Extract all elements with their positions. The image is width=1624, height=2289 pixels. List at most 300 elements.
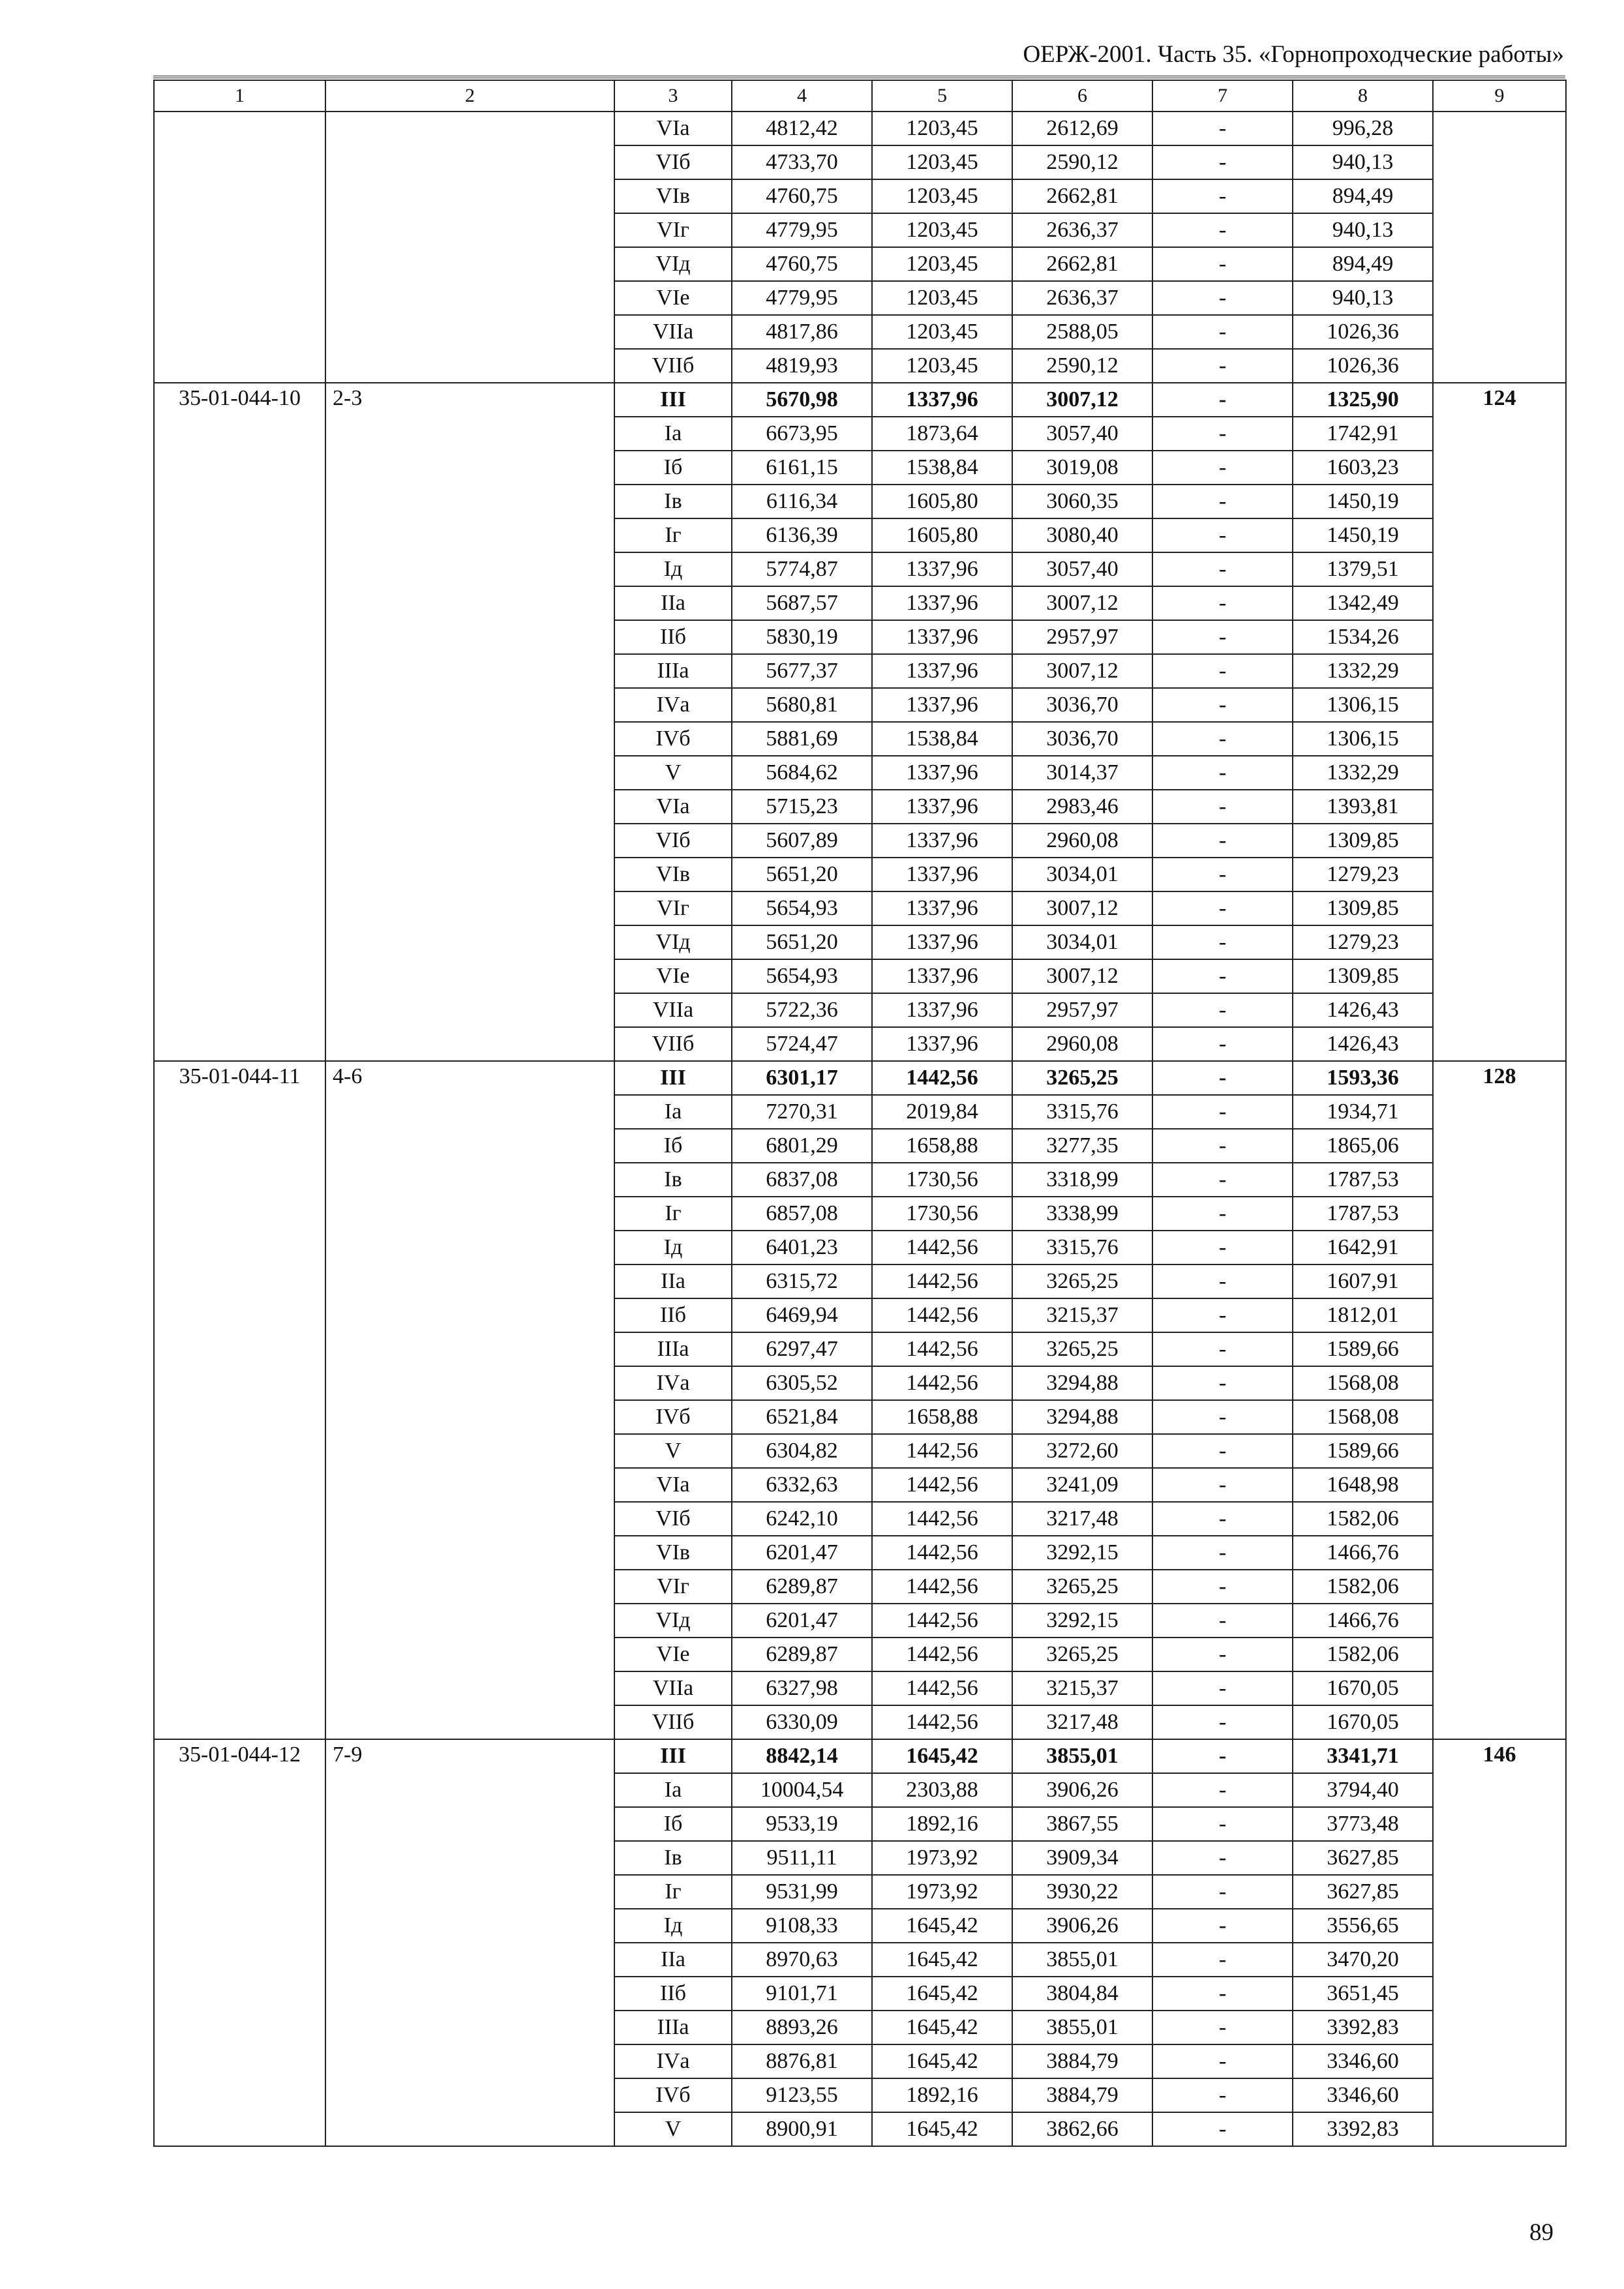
total-cost-cell: 6201,47: [732, 1604, 872, 1638]
materials-cell: 940,13: [1293, 281, 1433, 315]
total-cost-cell: 6242,10: [732, 1502, 872, 1536]
machine-cost-cell: 2590,12: [1012, 145, 1152, 179]
materials-cell: 3627,85: [1293, 1841, 1433, 1875]
materials-cell: 996,28: [1293, 112, 1433, 145]
total-cost-cell: 5881,69: [732, 722, 872, 756]
machine-cost-cell: 3057,40: [1012, 552, 1152, 586]
category-cell: Iб: [614, 1807, 732, 1841]
materials-cell: 3556,65: [1293, 1909, 1433, 1943]
total-cost-cell: 6301,17: [732, 1061, 872, 1095]
column-number-cell: 1: [154, 80, 325, 112]
machine-cost-cell: 3217,48: [1012, 1705, 1152, 1739]
machine-cost-cell: 3884,79: [1012, 2078, 1152, 2112]
wages-cell: 1337,96: [872, 654, 1012, 688]
price-table: [153, 80, 1567, 2147]
total-cost-cell: 6289,87: [732, 1638, 872, 1671]
category-cell: V: [614, 756, 732, 790]
driver-wages-cell: -: [1152, 213, 1293, 247]
driver-wages-cell: -: [1152, 959, 1293, 993]
category-cell: Iд: [614, 552, 732, 586]
wages-cell: 1337,96: [872, 756, 1012, 790]
category-cell: Iа: [614, 1773, 732, 1807]
category-cell: VIIб: [614, 349, 732, 383]
wages-cell: 1203,45: [872, 213, 1012, 247]
wages-cell: 1203,45: [872, 281, 1012, 315]
driver-wages-cell: -: [1152, 2078, 1293, 2112]
machine-cost-cell: 2612,69: [1012, 112, 1152, 145]
wages-cell: 1973,92: [872, 1841, 1012, 1875]
total-cost-cell: 5774,87: [732, 552, 872, 586]
materials-cell: 1865,06: [1293, 1129, 1433, 1163]
wages-cell: 1645,42: [872, 1943, 1012, 1977]
wages-cell: 1337,96: [872, 959, 1012, 993]
total-cost-cell: 8876,81: [732, 2044, 872, 2078]
total-cost-cell: 6401,23: [732, 1231, 872, 1264]
labor-cost-cell: 146: [1433, 1739, 1566, 2146]
wages-cell: 1892,16: [872, 1807, 1012, 1841]
materials-cell: 1934,71: [1293, 1095, 1433, 1129]
category-cell: VIIб: [614, 1705, 732, 1739]
driver-wages-cell: -: [1152, 1705, 1293, 1739]
materials-cell: 1332,29: [1293, 654, 1433, 688]
category-cell: Iа: [614, 1095, 732, 1129]
machine-cost-cell: 3019,08: [1012, 451, 1152, 485]
wages-cell: 1730,56: [872, 1197, 1012, 1231]
materials-cell: 1309,85: [1293, 959, 1433, 993]
category-cell: VIе: [614, 281, 732, 315]
labor-cost-cell: 128: [1433, 1061, 1566, 1739]
category-cell: VIе: [614, 959, 732, 993]
table-row: [154, 383, 1566, 417]
wages-cell: 1203,45: [872, 247, 1012, 281]
total-cost-cell: 6201,47: [732, 1536, 872, 1570]
driver-wages-cell: -: [1152, 1638, 1293, 1671]
category-cell: III: [614, 383, 732, 417]
materials-cell: 1309,85: [1293, 824, 1433, 858]
materials-cell: 1279,23: [1293, 858, 1433, 891]
category-cell: Iб: [614, 451, 732, 485]
driver-wages-cell: -: [1152, 1400, 1293, 1434]
driver-wages-cell: -: [1152, 417, 1293, 451]
driver-wages-cell: -: [1152, 1502, 1293, 1536]
category-cell: IVа: [614, 2044, 732, 2078]
wages-cell: 1645,42: [872, 1977, 1012, 2011]
machine-cost-cell: 3804,84: [1012, 1977, 1152, 2011]
category-cell: Iв: [614, 1841, 732, 1875]
wages-cell: 1442,56: [872, 1061, 1012, 1095]
wages-cell: 1337,96: [872, 552, 1012, 586]
total-cost-cell: 8842,14: [732, 1739, 872, 1773]
driver-wages-cell: -: [1152, 891, 1293, 925]
machine-cost-cell: 3884,79: [1012, 2044, 1152, 2078]
driver-wages-cell: -: [1152, 1807, 1293, 1841]
materials-cell: 1787,53: [1293, 1163, 1433, 1197]
wages-cell: 1658,88: [872, 1400, 1012, 1434]
total-cost-cell: 8900,91: [732, 2112, 872, 2146]
total-cost-cell: 6330,09: [732, 1705, 872, 1739]
labor-cost-cell: 124: [1433, 383, 1566, 1061]
materials-cell: 940,13: [1293, 213, 1433, 247]
wages-cell: 1442,56: [872, 1502, 1012, 1536]
machine-cost-cell: 3294,88: [1012, 1400, 1152, 1434]
machine-cost-cell: 3855,01: [1012, 1739, 1152, 1773]
machine-cost-cell: 3215,37: [1012, 1671, 1152, 1705]
category-cell: V: [614, 1434, 732, 1468]
machine-cost-cell: 3265,25: [1012, 1570, 1152, 1604]
category-cell: IIIа: [614, 2011, 732, 2044]
total-cost-cell: 4817,86: [732, 315, 872, 349]
machine-cost-cell: 3034,01: [1012, 925, 1152, 959]
driver-wages-cell: -: [1152, 1536, 1293, 1570]
materials-cell: 3346,60: [1293, 2044, 1433, 2078]
machine-cost-cell: 3930,22: [1012, 1875, 1152, 1909]
category-cell: VIв: [614, 858, 732, 891]
driver-wages-cell: -: [1152, 1298, 1293, 1332]
materials-cell: 1306,15: [1293, 722, 1433, 756]
total-cost-cell: 4812,42: [732, 112, 872, 145]
driver-wages-cell: -: [1152, 383, 1293, 417]
category-cell: III: [614, 1739, 732, 1773]
category-cell: IIб: [614, 1977, 732, 2011]
wages-cell: 1337,96: [872, 383, 1012, 417]
wages-cell: 1337,96: [872, 620, 1012, 654]
category-cell: VIд: [614, 925, 732, 959]
total-cost-cell: 5722,36: [732, 993, 872, 1027]
category-cell: IVа: [614, 1366, 732, 1400]
wages-cell: 1442,56: [872, 1570, 1012, 1604]
materials-cell: 1466,76: [1293, 1604, 1433, 1638]
driver-wages-cell: -: [1152, 1671, 1293, 1705]
materials-cell: 1342,49: [1293, 586, 1433, 620]
total-cost-cell: 5680,81: [732, 688, 872, 722]
materials-cell: 3470,20: [1293, 1943, 1433, 1977]
driver-wages-cell: -: [1152, 620, 1293, 654]
total-cost-cell: 4819,93: [732, 349, 872, 383]
machine-cost-cell: 3060,35: [1012, 485, 1152, 518]
driver-wages-cell: -: [1152, 1366, 1293, 1400]
driver-wages-cell: -: [1152, 1434, 1293, 1468]
driver-wages-cell: -: [1152, 1163, 1293, 1197]
category-cell: VIв: [614, 1536, 732, 1570]
driver-wages-cell: -: [1152, 858, 1293, 891]
driver-wages-cell: -: [1152, 1027, 1293, 1061]
category-cell: Iд: [614, 1909, 732, 1943]
materials-cell: 1379,51: [1293, 552, 1433, 586]
machine-cost-cell: 3906,26: [1012, 1773, 1152, 1807]
column-number-cell: 9: [1433, 80, 1566, 112]
machine-cost-cell: 2636,37: [1012, 281, 1152, 315]
labor-cost-cell: [1433, 112, 1566, 383]
wages-cell: 1203,45: [872, 179, 1012, 213]
category-cell: IIб: [614, 620, 732, 654]
wages-cell: 1605,80: [872, 518, 1012, 552]
machine-cost-cell: 3215,37: [1012, 1298, 1152, 1332]
machine-cost-cell: 3292,15: [1012, 1536, 1152, 1570]
machine-cost-cell: 2590,12: [1012, 349, 1152, 383]
driver-wages-cell: -: [1152, 824, 1293, 858]
total-cost-cell: 9101,71: [732, 1977, 872, 2011]
materials-cell: 3346,60: [1293, 2078, 1433, 2112]
wages-cell: 1442,56: [872, 1366, 1012, 1400]
materials-cell: 1568,08: [1293, 1400, 1433, 1434]
driver-wages-cell: -: [1152, 2011, 1293, 2044]
materials-cell: 1742,91: [1293, 417, 1433, 451]
category-cell: VIIа: [614, 315, 732, 349]
category-cell: Iд: [614, 1231, 732, 1264]
materials-cell: 1306,15: [1293, 688, 1433, 722]
wages-cell: 1442,56: [872, 1671, 1012, 1705]
materials-cell: 1325,90: [1293, 383, 1433, 417]
machine-cost-cell: 2957,97: [1012, 993, 1152, 1027]
machine-cost-cell: 3862,66: [1012, 2112, 1152, 2146]
wages-cell: 1203,45: [872, 145, 1012, 179]
rate-range-cell: 7-9: [325, 1739, 614, 2146]
category-cell: IIа: [614, 1943, 732, 1977]
rate-code-cell: 35-01-044-11: [154, 1061, 325, 1739]
driver-wages-cell: -: [1152, 2112, 1293, 2146]
machine-cost-cell: 3265,25: [1012, 1264, 1152, 1298]
materials-cell: 1589,66: [1293, 1332, 1433, 1366]
machine-cost-cell: 2636,37: [1012, 213, 1152, 247]
total-cost-cell: 5654,93: [732, 891, 872, 925]
driver-wages-cell: -: [1152, 2044, 1293, 2078]
machine-cost-cell: 3014,37: [1012, 756, 1152, 790]
wages-cell: 1337,96: [872, 858, 1012, 891]
materials-cell: 1026,36: [1293, 315, 1433, 349]
wages-cell: 1337,96: [872, 586, 1012, 620]
materials-cell: 1589,66: [1293, 1434, 1433, 1468]
machine-cost-cell: 2983,46: [1012, 790, 1152, 824]
page-number: 89: [1529, 2219, 1554, 2246]
materials-cell: 3773,48: [1293, 1807, 1433, 1841]
materials-cell: 1670,05: [1293, 1671, 1433, 1705]
driver-wages-cell: -: [1152, 1264, 1293, 1298]
total-cost-cell: 6332,63: [732, 1468, 872, 1502]
category-cell: VIб: [614, 1502, 732, 1536]
driver-wages-cell: -: [1152, 586, 1293, 620]
machine-cost-cell: 3315,76: [1012, 1231, 1152, 1264]
driver-wages-cell: -: [1152, 1095, 1293, 1129]
column-number-cell: 4: [732, 80, 872, 112]
total-cost-cell: 6289,87: [732, 1570, 872, 1604]
total-cost-cell: 6521,84: [732, 1400, 872, 1434]
driver-wages-cell: -: [1152, 552, 1293, 586]
wages-cell: 1337,96: [872, 790, 1012, 824]
document-title: ОЕРЖ-2001. Часть 35. «Горнопроходческие работы»: [1023, 41, 1564, 68]
driver-wages-cell: -: [1152, 1943, 1293, 1977]
driver-wages-cell: -: [1152, 349, 1293, 383]
category-cell: VIг: [614, 891, 732, 925]
total-cost-cell: 6327,98: [732, 1671, 872, 1705]
category-cell: VIб: [614, 145, 732, 179]
driver-wages-cell: -: [1152, 1909, 1293, 1943]
machine-cost-cell: 3292,15: [1012, 1604, 1152, 1638]
total-cost-cell: 5651,20: [732, 925, 872, 959]
total-cost-cell: 6305,52: [732, 1366, 872, 1400]
category-cell: VIIб: [614, 1027, 732, 1061]
driver-wages-cell: -: [1152, 281, 1293, 315]
wages-cell: 1337,96: [872, 925, 1012, 959]
category-cell: Iг: [614, 518, 732, 552]
category-cell: VIIа: [614, 1671, 732, 1705]
wages-cell: 1337,96: [872, 824, 1012, 858]
materials-cell: 1534,26: [1293, 620, 1433, 654]
machine-cost-cell: 3855,01: [1012, 2011, 1152, 2044]
total-cost-cell: 6801,29: [732, 1129, 872, 1163]
total-cost-cell: 6673,95: [732, 417, 872, 451]
wages-cell: 1442,56: [872, 1536, 1012, 1570]
driver-wages-cell: -: [1152, 1332, 1293, 1366]
materials-cell: 1787,53: [1293, 1197, 1433, 1231]
wages-cell: 1337,96: [872, 993, 1012, 1027]
total-cost-cell: 10004,54: [732, 1773, 872, 1807]
total-cost-cell: 4779,95: [732, 213, 872, 247]
total-cost-cell: 9531,99: [732, 1875, 872, 1909]
driver-wages-cell: -: [1152, 145, 1293, 179]
category-cell: VIе: [614, 1638, 732, 1671]
wages-cell: 1645,42: [872, 1909, 1012, 1943]
total-cost-cell: 9533,19: [732, 1807, 872, 1841]
machine-cost-cell: 3909,34: [1012, 1841, 1152, 1875]
driver-wages-cell: -: [1152, 1875, 1293, 1909]
machine-cost-cell: 3007,12: [1012, 891, 1152, 925]
materials-cell: 1593,36: [1293, 1061, 1433, 1095]
machine-cost-cell: 3855,01: [1012, 1943, 1152, 1977]
driver-wages-cell: -: [1152, 1977, 1293, 2011]
materials-cell: 1582,06: [1293, 1570, 1433, 1604]
machine-cost-cell: 3265,25: [1012, 1638, 1152, 1671]
materials-cell: 1607,91: [1293, 1264, 1433, 1298]
wages-cell: 1337,96: [872, 1027, 1012, 1061]
machine-cost-cell: 3007,12: [1012, 654, 1152, 688]
table-row: [154, 1061, 1566, 1095]
materials-cell: 1450,19: [1293, 518, 1433, 552]
category-cell: Iг: [614, 1875, 732, 1909]
driver-wages-cell: -: [1152, 1129, 1293, 1163]
wages-cell: 1203,45: [872, 315, 1012, 349]
machine-cost-cell: 3294,88: [1012, 1366, 1152, 1400]
category-cell: Iб: [614, 1129, 732, 1163]
machine-cost-cell: 3007,12: [1012, 383, 1152, 417]
driver-wages-cell: -: [1152, 485, 1293, 518]
total-cost-cell: 6469,94: [732, 1298, 872, 1332]
category-cell: Iг: [614, 1197, 732, 1231]
wages-cell: 1203,45: [872, 112, 1012, 145]
category-cell: IIа: [614, 1264, 732, 1298]
wages-cell: 1645,42: [872, 2011, 1012, 2044]
machine-cost-cell: 3867,55: [1012, 1807, 1152, 1841]
wages-cell: 1873,64: [872, 417, 1012, 451]
category-cell: IVа: [614, 688, 732, 722]
table-row: [154, 112, 1566, 145]
total-cost-cell: 9108,33: [732, 1909, 872, 1943]
rate-code-cell: 35-01-044-12: [154, 1739, 325, 2146]
machine-cost-cell: 2662,81: [1012, 179, 1152, 213]
total-cost-cell: 7270,31: [732, 1095, 872, 1129]
total-cost-cell: 5684,62: [732, 756, 872, 790]
wages-cell: 1645,42: [872, 1739, 1012, 1773]
total-cost-cell: 9123,55: [732, 2078, 872, 2112]
category-cell: VIа: [614, 790, 732, 824]
driver-wages-cell: -: [1152, 179, 1293, 213]
wages-cell: 1442,56: [872, 1604, 1012, 1638]
driver-wages-cell: -: [1152, 1604, 1293, 1638]
column-number-cell: 7: [1152, 80, 1293, 112]
materials-cell: 3627,85: [1293, 1875, 1433, 1909]
driver-wages-cell: -: [1152, 1570, 1293, 1604]
materials-cell: 1568,08: [1293, 1366, 1433, 1400]
wages-cell: 1442,56: [872, 1705, 1012, 1739]
machine-cost-cell: 2960,08: [1012, 1027, 1152, 1061]
materials-cell: 1426,43: [1293, 1027, 1433, 1061]
driver-wages-cell: -: [1152, 315, 1293, 349]
machine-cost-cell: 3007,12: [1012, 586, 1152, 620]
wages-cell: 1605,80: [872, 485, 1012, 518]
category-cell: Iв: [614, 485, 732, 518]
materials-cell: 894,49: [1293, 179, 1433, 213]
total-cost-cell: 6304,82: [732, 1434, 872, 1468]
rate-code-cell: [154, 112, 325, 383]
materials-cell: 1309,85: [1293, 891, 1433, 925]
category-cell: VIд: [614, 1604, 732, 1638]
wages-cell: 1973,92: [872, 1875, 1012, 1909]
rate-code-cell: 35-01-044-10: [154, 383, 325, 1061]
category-cell: IIIа: [614, 654, 732, 688]
total-cost-cell: 4779,95: [732, 281, 872, 315]
wages-cell: 1337,96: [872, 891, 1012, 925]
table-row: [154, 1739, 1566, 1773]
machine-cost-cell: 2960,08: [1012, 824, 1152, 858]
wages-cell: 1442,56: [872, 1264, 1012, 1298]
total-cost-cell: 6161,15: [732, 451, 872, 485]
materials-cell: 1642,91: [1293, 1231, 1433, 1264]
driver-wages-cell: -: [1152, 925, 1293, 959]
total-cost-cell: 6297,47: [732, 1332, 872, 1366]
wages-cell: 1538,84: [872, 451, 1012, 485]
total-cost-cell: 4733,70: [732, 145, 872, 179]
materials-cell: 1582,06: [1293, 1502, 1433, 1536]
column-number-cell: 5: [872, 80, 1012, 112]
category-cell: Iв: [614, 1163, 732, 1197]
materials-cell: 1648,98: [1293, 1468, 1433, 1502]
category-cell: VIIа: [614, 993, 732, 1027]
driver-wages-cell: -: [1152, 247, 1293, 281]
category-cell: VIг: [614, 213, 732, 247]
total-cost-cell: 4760,75: [732, 247, 872, 281]
driver-wages-cell: -: [1152, 756, 1293, 790]
rate-range-cell: 2-3: [325, 383, 614, 1061]
driver-wages-cell: -: [1152, 1773, 1293, 1807]
wages-cell: 2019,84: [872, 1095, 1012, 1129]
total-cost-cell: 6837,08: [732, 1163, 872, 1197]
materials-cell: 940,13: [1293, 145, 1433, 179]
machine-cost-cell: 3036,70: [1012, 722, 1152, 756]
driver-wages-cell: -: [1152, 688, 1293, 722]
total-cost-cell: 5651,20: [732, 858, 872, 891]
category-cell: III: [614, 1061, 732, 1095]
machine-cost-cell: 3057,40: [1012, 417, 1152, 451]
machine-cost-cell: 3265,25: [1012, 1332, 1152, 1366]
materials-cell: 3392,83: [1293, 2011, 1433, 2044]
machine-cost-cell: 3034,01: [1012, 858, 1152, 891]
driver-wages-cell: -: [1152, 1739, 1293, 1773]
wages-cell: 1203,45: [872, 349, 1012, 383]
machine-cost-cell: 3315,76: [1012, 1095, 1152, 1129]
machine-cost-cell: 3217,48: [1012, 1502, 1152, 1536]
wages-cell: 1730,56: [872, 1163, 1012, 1197]
category-cell: Iа: [614, 417, 732, 451]
total-cost-cell: 5670,98: [732, 383, 872, 417]
